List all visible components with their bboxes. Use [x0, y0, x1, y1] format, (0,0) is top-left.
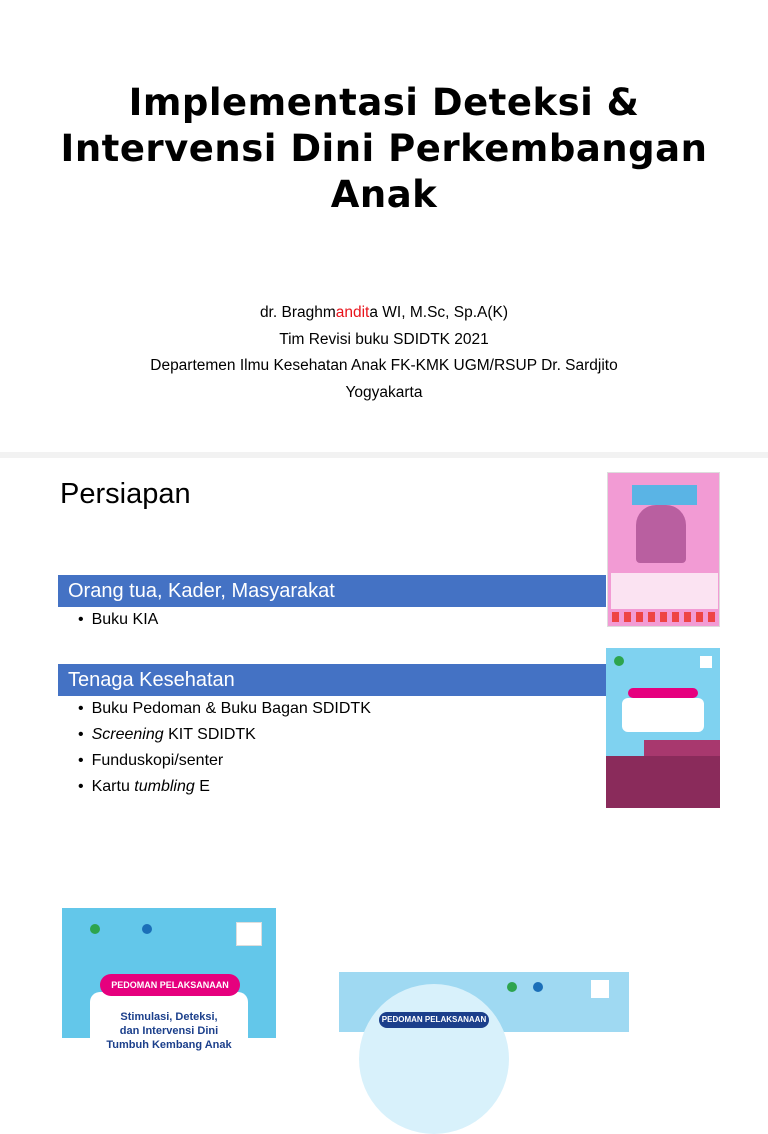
list-item: • Buku Pedoman & Buku Bagan SDIDTK [78, 696, 371, 722]
cover-text-line: Stimulasi, Deteksi, [120, 1011, 218, 1023]
third-slide [0, 888, 768, 1051]
section-heading-health-workers: Tenaga Kesehatan [58, 664, 606, 696]
list-item: • Funduskopi/senter [78, 748, 371, 774]
author-name-pre: dr. Braghm [259, 304, 336, 321]
cover-text-line: Tumbuh Kembang Anak [106, 1039, 232, 1051]
cover-arc-graphic [359, 984, 509, 1134]
list-item-italic: Screening [91, 726, 164, 743]
pedoman-cover-large [62, 908, 276, 1051]
section-heading-parents: Orang tua, Kader, Masyarakat [58, 575, 606, 607]
ministry-logo-icon [90, 924, 100, 934]
list-item [78, 774, 371, 800]
pedoman-cover-landscape [339, 972, 629, 1032]
pedoman-cover-image [606, 648, 720, 808]
author-city: Yogyakarta [345, 383, 423, 401]
parents-list [78, 607, 158, 633]
list-item-rest: KIT SDIDTK [163, 726, 256, 743]
author-block [40, 300, 728, 406]
title-line-1: Implementasi Deteksi & [128, 81, 640, 124]
author-name [40, 300, 728, 327]
list-item-post: E [194, 778, 210, 795]
cover-corner-box [591, 980, 609, 998]
author-name-highlight: andit [335, 304, 370, 321]
stairs-illustration-upper [644, 740, 720, 756]
family-illustration [636, 505, 686, 563]
cover-corner-box [236, 922, 262, 946]
partner-logo-icon [142, 924, 152, 934]
list-item [78, 722, 371, 748]
author-team: Tim Revisi buku SDIDTK 2021 [279, 330, 489, 348]
slide2-title: Persiapan [60, 478, 191, 510]
slide-title [40, 80, 728, 218]
title-line-3: Anak [330, 173, 438, 216]
cover-form-area [611, 573, 718, 609]
cover-corner-box [700, 656, 712, 668]
buku-kia-cover-image [607, 472, 720, 627]
stairs-illustration [606, 756, 720, 808]
list-item-italic: tumbling [134, 778, 195, 795]
list-item-pre: Kartu [91, 778, 135, 795]
cover-label: PEDOMAN PELAKSANAAN [100, 974, 240, 996]
ministry-logo-icon [507, 982, 517, 992]
ministry-logo-icon [614, 656, 624, 666]
title-line-2: Intervensi Dini Perkembangan [60, 127, 708, 170]
author-department: Departemen Ilmu Kesehatan Anak FK-KMK UGM/RSUP Dr. Sardjito [150, 357, 618, 374]
health-workers-list [78, 696, 371, 800]
title-slide [0, 0, 768, 452]
cover-logo-strip [612, 612, 717, 622]
cover-text-line: dan Intervensi Dini [119, 1025, 219, 1037]
partner-logo-icon [533, 982, 543, 992]
cover-title-panel [622, 698, 704, 732]
cover-label: PEDOMAN PELAKSANAAN [379, 1012, 489, 1028]
cover-label-band [628, 688, 698, 698]
cover-title-panel [90, 992, 248, 1052]
list-item: • Buku KIA [78, 607, 158, 633]
cover-header-band [632, 485, 697, 505]
author-name-post: a WI, M.Sc, Sp.A(K) [369, 304, 509, 321]
